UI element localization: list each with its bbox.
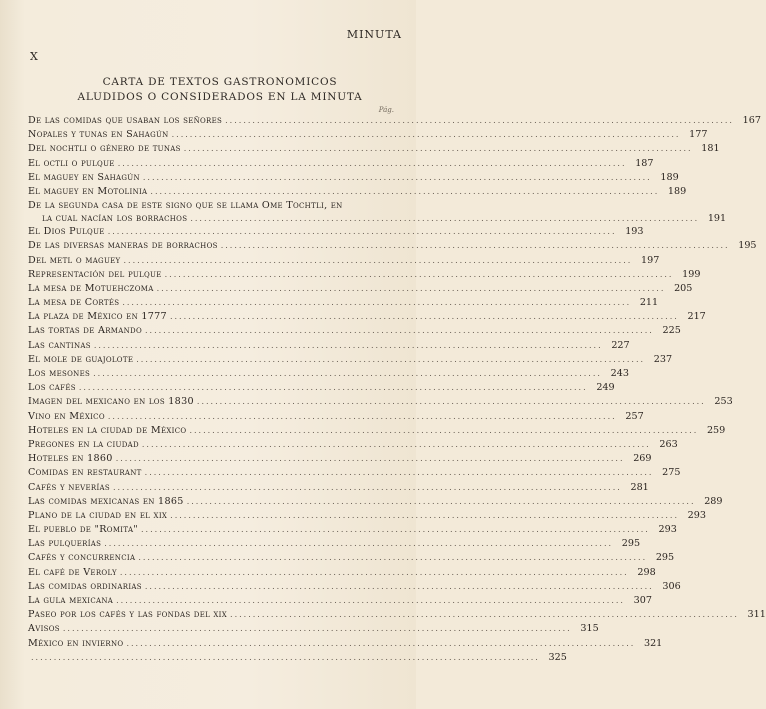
leader-dots	[122, 296, 631, 310]
toc-entry-page: 187	[635, 157, 654, 169]
leader-dots	[138, 551, 647, 565]
toc-entry-title: De las comidas que usaban los señores	[28, 115, 223, 126]
toc-entry-title: Las comidas ordinarias	[28, 580, 142, 592]
page-title-line-1: CARTA DE TEXTOS GASTRONOMICOS	[102, 76, 338, 88]
toc-entry-title: México en invierno	[28, 637, 124, 649]
leader-dots	[157, 282, 666, 296]
toc-entry	[28, 310, 706, 324]
toc-entry	[28, 622, 599, 636]
toc-entry	[28, 199, 727, 225]
toc-entry	[28, 651, 567, 665]
toc-entry	[28, 608, 766, 622]
toc-entry	[28, 171, 679, 185]
toc-entry-title: El café de Veroly	[28, 566, 117, 578]
toc-entry-title: Avisos	[28, 623, 60, 635]
toc-entry-title: Del nochtli o género de tunas	[28, 143, 181, 155]
toc-entry	[28, 410, 644, 424]
toc-entry	[28, 466, 681, 480]
toc-entry	[28, 339, 630, 353]
toc-entry	[28, 481, 649, 495]
toc-entry-page: 181	[701, 143, 720, 155]
toc-entry	[28, 282, 693, 296]
toc-entry	[28, 254, 660, 268]
toc-entry	[28, 438, 678, 452]
leader-dots	[108, 410, 617, 424]
toc-entry	[28, 580, 681, 594]
toc-entry-page: 281	[630, 481, 649, 493]
leader-dots	[187, 495, 696, 509]
toc-entry-page: 321	[643, 637, 663, 649]
toc-entry	[28, 594, 652, 608]
toc-entry-page: 195	[738, 240, 757, 252]
toc-entry-page: 306	[662, 580, 681, 592]
leader-dots	[143, 171, 652, 185]
toc-entry-page: 177	[689, 129, 708, 141]
toc-entry-title: Cafés y neverías	[28, 481, 110, 493]
toc-entry-title: Paseo por los cafés y las fondas del xix	[28, 609, 228, 621]
toc-entry-title: Imagen del mexicano en los 1830	[28, 396, 194, 408]
section-number: X	[30, 50, 38, 63]
running-head: MINUTA	[346, 28, 402, 41]
page-column-label: Pág.	[378, 106, 394, 114]
toc-entry-title: El Dios Pulque	[28, 226, 105, 238]
leader-dots	[184, 142, 693, 156]
toc-entry-title: El pueblo de "Romita"	[28, 524, 139, 536]
toc-entry-title-continued: la cual nacían los borrachos	[42, 213, 188, 225]
toc-entry	[28, 367, 629, 381]
toc-entry-title: Nopales y tunas en Sahagún	[28, 129, 169, 141]
toc-entry-page: 199	[682, 268, 701, 280]
toc-entry-page: 257	[625, 410, 644, 422]
toc-entry-title: Las cantinas	[28, 339, 91, 351]
toc-entry-page: 295	[621, 538, 641, 550]
leader-dots	[104, 537, 613, 551]
toc-entry	[28, 185, 687, 199]
toc-entry-title: Hoteles en 1860	[28, 453, 113, 465]
toc-entry-page: 289	[704, 495, 723, 507]
toc-entry-page: 189	[667, 185, 687, 197]
toc-entry-page: 315	[580, 623, 599, 635]
toc-entry	[28, 523, 677, 537]
toc-entry-title: De las diversas maneras de borrachos	[28, 240, 218, 252]
toc-entry-title: Plano de la ciudad en el xix	[28, 509, 168, 521]
toc-entry-page: 193	[625, 226, 644, 238]
toc-entry-page: 293	[687, 509, 706, 521]
toc-entry	[28, 381, 615, 395]
leader-dots	[172, 128, 681, 142]
leader-dots	[79, 381, 588, 395]
toc-entry-page: 191	[707, 213, 727, 225]
leader-dots	[221, 239, 730, 253]
leader-dots	[230, 608, 739, 622]
toc-entry	[28, 566, 656, 580]
toc-entry	[28, 551, 675, 565]
toc-entry	[28, 268, 701, 282]
leader-dots	[141, 523, 650, 537]
leader-dots	[136, 353, 645, 367]
leader-dots	[126, 637, 635, 651]
toc-entry-title: La mesa de Cortés	[28, 297, 120, 309]
toc-entry	[28, 114, 761, 128]
toc-entry-page: 263	[659, 438, 678, 450]
toc-entry-title: La mesa de Motuehczoma	[28, 282, 154, 294]
leader-dots	[118, 157, 627, 171]
toc-entry-page: 269	[633, 453, 652, 465]
toc-entry	[28, 128, 708, 142]
toc-entry-page: 189	[660, 171, 679, 183]
toc-entry-page: 243	[610, 368, 629, 379]
toc-entry-title: Representación del pulque	[28, 268, 162, 280]
leader-dots	[142, 438, 651, 452]
toc-entry-page: 307	[633, 595, 652, 606]
leader-dots	[190, 212, 699, 225]
toc-entry-page: 259	[706, 424, 726, 436]
toc-entry-title: La gula mexicana	[28, 595, 114, 606]
toc-entry-title: El maguey en Sahagún	[28, 171, 140, 183]
toc-entry	[28, 395, 733, 409]
toc-entry-page: 275	[662, 467, 681, 479]
toc-entry-page: 298	[637, 566, 656, 578]
toc-entry-page: 205	[674, 282, 693, 294]
toc-entry-page: 311	[747, 609, 766, 621]
toc-entry-page: 197	[640, 254, 660, 266]
toc-entry-title: Vino en México	[28, 410, 105, 422]
leader-dots	[113, 481, 622, 495]
leader-dots	[197, 395, 706, 409]
toc-entry-title: Del metl o maguey	[28, 254, 121, 266]
table-of-contents	[28, 114, 766, 665]
leader-dots	[116, 594, 625, 608]
leader-dots	[63, 622, 572, 636]
leader-dots	[123, 254, 632, 268]
toc-entry-title: Hoteles en la ciudad de México	[28, 424, 187, 436]
leader-dots	[31, 651, 540, 665]
toc-entry-title: Las comidas mexicanas en 1865	[28, 495, 184, 507]
toc-entry	[28, 637, 663, 651]
toc-entry-page: 293	[658, 524, 677, 536]
toc-entry	[28, 424, 726, 438]
leader-dots	[145, 466, 654, 480]
leader-dots	[116, 452, 625, 466]
toc-entry-page: 167	[742, 115, 761, 126]
toc-entry-title: Comidas en restaurant	[28, 467, 142, 479]
toc-entry	[28, 142, 720, 156]
toc-entry	[28, 239, 757, 253]
toc-entry-page: 253	[714, 396, 733, 408]
toc-entry-page: 237	[653, 353, 673, 365]
toc-entry-title: El octli o pulque	[28, 157, 115, 169]
leader-dots	[165, 268, 674, 282]
toc-entry-page: 227	[611, 339, 630, 351]
leader-dots	[94, 339, 603, 353]
leader-dots	[189, 424, 698, 438]
toc-entry	[28, 324, 681, 338]
toc-entry-title: La plaza de México en 1777	[28, 311, 167, 323]
toc-entry-title: Las tortas de Armando	[28, 325, 142, 337]
toc-entry	[28, 509, 706, 523]
toc-entry-page: 249	[596, 382, 615, 394]
leader-dots	[225, 114, 734, 128]
leader-dots	[93, 367, 602, 381]
leader-dots	[120, 566, 629, 580]
toc-entry-page: 295	[655, 552, 675, 564]
toc-entry-page: 325	[548, 651, 567, 663]
leader-dots	[150, 185, 659, 199]
toc-entry-page: 211	[639, 297, 659, 309]
toc-entry	[28, 225, 644, 239]
toc-entry	[28, 495, 723, 509]
page-title-line-2: ALUDIDOS O CONSIDERADOS EN LA MINUTA	[77, 91, 363, 103]
toc-entry	[28, 452, 652, 466]
toc-entry-title: Pregones en la ciudad	[28, 438, 139, 450]
toc-entry-title: Los cafés	[28, 382, 76, 394]
toc-entry-title: Cafés y concurrencia	[28, 552, 136, 564]
toc-entry-title: Las pulquerías	[28, 538, 102, 550]
leader-dots	[145, 580, 654, 594]
leader-dots	[145, 324, 654, 338]
toc-entry-title: De la segunda casa de este signo que se llama Ome Tochtli, en	[28, 200, 343, 212]
toc-entry	[28, 353, 673, 367]
toc-entry	[28, 157, 654, 171]
toc-entry-title: El maguey en Motolinia	[28, 185, 148, 197]
toc-entry-page: 225	[662, 325, 681, 337]
leader-dots	[108, 225, 617, 239]
toc-entry-title: Los mesones	[28, 368, 91, 379]
toc-entry	[28, 537, 641, 551]
toc-entry	[28, 296, 659, 310]
leader-dots	[170, 509, 679, 523]
leader-dots	[170, 310, 679, 324]
toc-entry-page: 217	[687, 311, 706, 323]
toc-entry-title: El mole de guajolote	[28, 353, 134, 365]
